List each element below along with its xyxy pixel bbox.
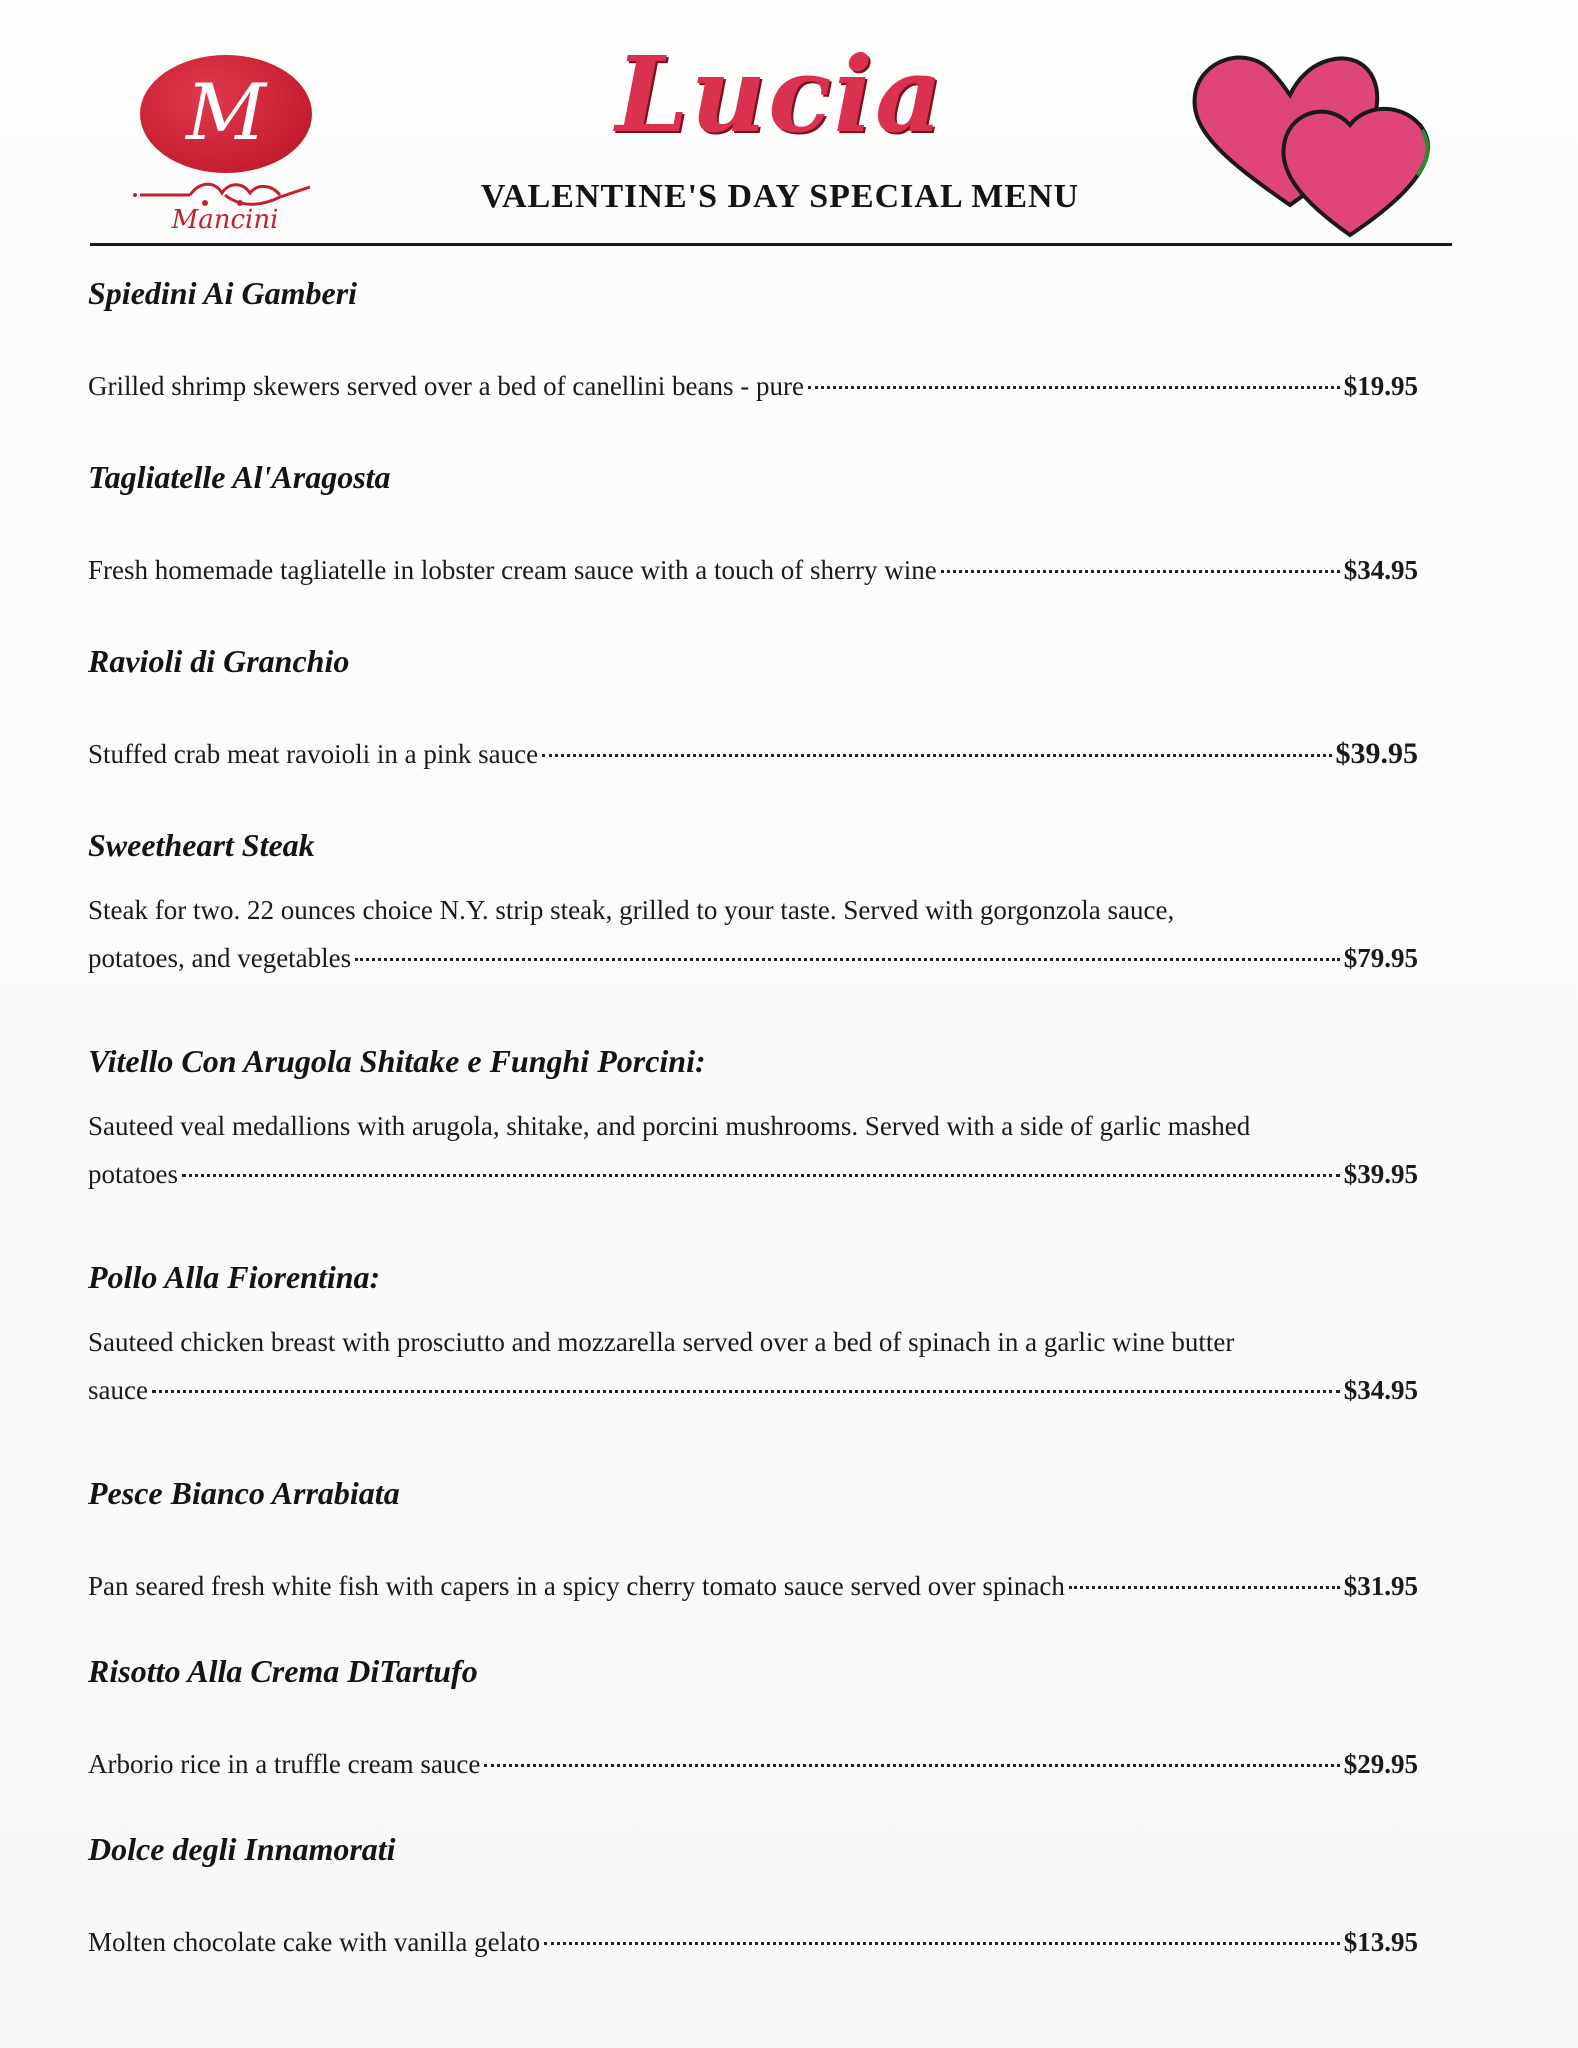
dot-leader [484,1764,1339,1767]
menu-item [88,1648,1418,1826]
item-price: $34.95 [1343,1375,1418,1405]
mancini-logo [130,55,320,245]
logo-name: Mancini [171,205,279,235]
item-name: Dolce degli Innamorati [88,1831,396,1867]
logo-letter: M [186,68,266,158]
item-price: $13.95 [1343,1927,1418,1957]
item-price: $79.95 [1343,943,1418,973]
item-description: Pan seared fresh white fish with capers in a spicy cherry tomato sauce served over spinach [88,1571,1065,1601]
menu-list [88,270,1418,2004]
item-price: $39.95 [1335,737,1418,770]
dot-leader [1069,1586,1340,1589]
dot-leader [542,754,1331,757]
hearts-icon [1185,40,1445,240]
item-description: Arborio rice in a truffle cream sauce [88,1749,481,1779]
item-price: $39.95 [1343,1159,1418,1189]
restaurant-name: Lucia [615,33,945,156]
menu-item [88,1470,1418,1648]
menu-item [88,1038,1418,1254]
item-description: potatoes [88,1159,178,1189]
item-price: $19.95 [1343,371,1418,401]
menu-item [88,270,1418,454]
item-description: Fresh homemade tagliatelle in lobster cream sauce with a touch of sherry wine [88,555,937,585]
menu-item [88,454,1418,638]
item-description-line: Steak for two. 22 ounces choice N.Y. strip steak, grilled to your taste. Served with gorgonzola sauce, [88,895,1175,925]
item-price: $31.95 [1343,1571,1418,1601]
menu-item [88,822,1418,1038]
dot-leader [544,1942,1340,1945]
menu-item [88,1254,1418,1470]
item-name: Risotto Alla Crema DiTartufo [88,1653,478,1689]
item-description: Molten chocolate cake with vanilla gelato [88,1927,541,1957]
dot-leader [152,1390,1340,1393]
item-name: Pollo Alla Fiorentina: [88,1259,381,1295]
item-name: Ravioli di Granchio [88,643,350,679]
item-description-line: Sauteed veal medallions with arugola, shitake, and porcini mushrooms. Served with a side of garlic mashed [88,1111,1251,1141]
item-price: $29.95 [1343,1749,1418,1779]
item-name: Pesce Bianco Arrabiata [88,1475,400,1511]
menu-subtitle: VALENTINE'S DAY SPECIAL MENU [480,178,1080,215]
dot-leader [182,1174,1340,1177]
item-name: Vitello Con Arugola Shitake e Funghi Porcini: [88,1043,706,1079]
item-description: potatoes, and vegetables [88,943,352,973]
item-name: Sweetheart Steak [88,827,315,863]
header-divider [90,243,1452,246]
dot-leader [355,958,1340,961]
item-description-line: Sauteed chicken breast with prosciutto and mozzarella served over a bed of spinach in a garlic wine butter [88,1327,1235,1357]
item-price: $34.95 [1343,555,1418,585]
dot-leader [941,570,1340,573]
item-description: Stuffed crab meat ravoioli in a pink sauce [88,739,539,769]
dot-leader [808,386,1340,389]
item-description: Grilled shrimp skewers served over a bed of canellini beans - pure [88,371,805,401]
item-description: sauce [88,1375,148,1405]
item-name: Tagliatelle Al'Aragosta [88,459,391,495]
item-name: Spiedini Ai Gamberi [88,275,358,311]
menu-item [88,1826,1418,2004]
menu-item [88,638,1418,822]
